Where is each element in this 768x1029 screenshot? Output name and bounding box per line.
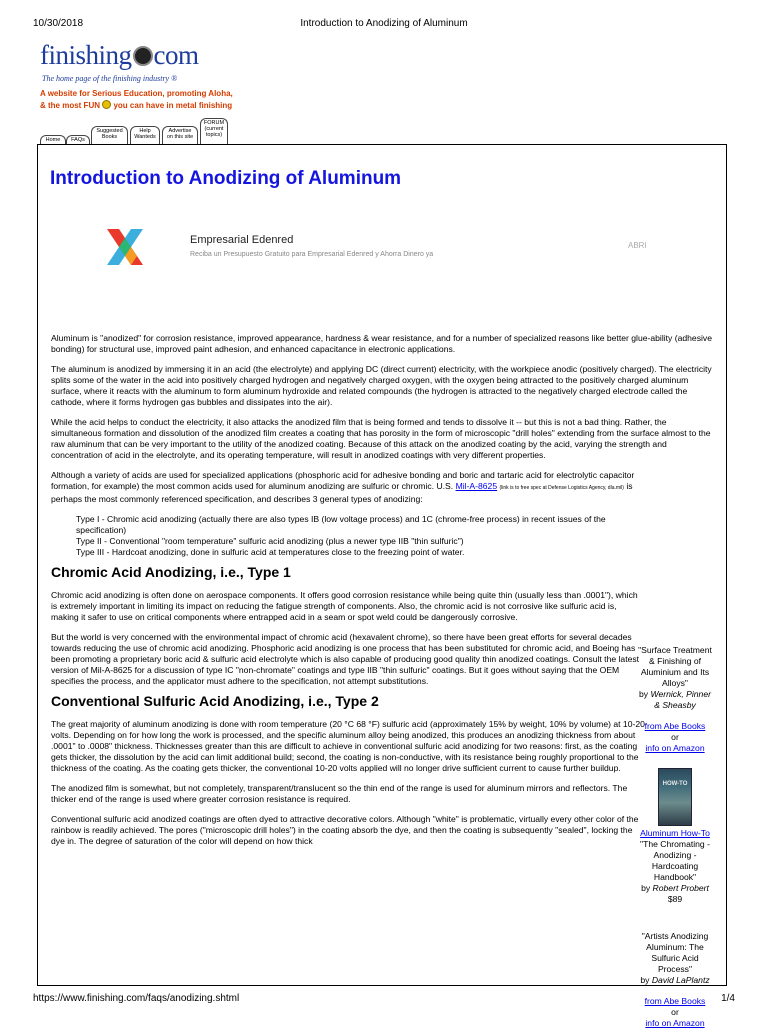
- tab-help-wanteds[interactable]: Help Wanteds: [130, 126, 160, 144]
- or-label: or: [671, 732, 679, 742]
- tab-advertise[interactable]: Advertise on this site: [162, 126, 198, 144]
- abe-books-link[interactable]: from Abe Books: [644, 996, 706, 1006]
- anodizing-types-list: [76, 514, 616, 558]
- paragraph: But the world is very concerned with the environmental impact of chromic acid (hexavalent chrome), so there have been great efforts for several decades towards reducing the use of chromic acid anodizing. Phosphoric acid anodizing is one process that has been substituted for chromic acid, and Boeing has been promoting a proprietary boric acid & sulfuric acid electrolyte which is also capable of producing good quality thin anodized coatings. Consult the latest version of Mil-A-8625 for a discussion of type IC "non-chromate" coatings and type IIB "thin sulfuric" coatings. But it goes without saying that the OEM specifies the process, and the applicator must adhere to the specification, not attempt substitutions.: [51, 632, 640, 686]
- aluminum-how-to-link[interactable]: Aluminum How-To: [640, 828, 710, 838]
- abe-books-link[interactable]: from Abe Books: [644, 721, 706, 731]
- paragraph: Chromic acid anodizing is often done on aerospace components. It offers good corrosion resistance while being quite thin (usually less than .0001"), which is extremely important in limiting its impact on reducing the fatigue strength of components. Also, the chromic acid is not corrosive like sulfuric acid is, making it safer to use on critical components where entrapped acid in a seam or spot weld could be dangerously corrosive.: [51, 590, 638, 622]
- section-heading-chromic: Chromic Acid Anodizing, i.e., Type 1: [51, 564, 291, 580]
- book-author-line: by Wernick, Pinner & Sheasby: [639, 689, 711, 710]
- ad-open-button[interactable]: ABRI: [628, 241, 647, 250]
- list-item: Type I - Chromic acid anodizing (actually there are also types IB (low voltage process) and 1C (chrome-free process) in recent issues of the specification): [76, 514, 606, 535]
- paragraph: The anodized film is somewhat, but not completely, transparent/translucent so the thin end of the range is used for aluminum mirrors and reflectors. The thicker end of the range is used where greater corrosion resistance is required.: [51, 783, 628, 804]
- article-body: [51, 333, 714, 856]
- tab-faqs[interactable]: FAQs: [66, 135, 90, 144]
- paragraph: The great majority of aluminum anodizing is done with room temperature (20 °C 68 °F) sulfuric acid (approximately 15% by weight, 10% by volume) at 10-20 volts. Depending on for how long the work is processed, and the specific aluminum alloy being anodized, this produces an anodizing thickness from about .0001" to .0008" thickness. Thicknesses greater than this are difficult to achieve in conventional sulfuric acid anodizing for two reasons: first, as the coating gets thicker, the dissolution by the acid can limit additional build; second, the coating is non-conductive, with its resistance being roughly proportional to the thickness of the coating. As the coating gets thicker, the conventional 10-20 volts applied will no longer drive sufficient current to cause further buildup.: [51, 719, 645, 773]
- site-promo: [40, 88, 340, 112]
- site-tagline: The home page of the finishing industry ®: [42, 74, 178, 83]
- print-title: Introduction to Anodizing of Aluminum: [300, 18, 468, 29]
- page-title: Introduction to Anodizing of Aluminum: [50, 168, 402, 189]
- amazon-link[interactable]: info on Amazon: [645, 743, 705, 753]
- amazon-link[interactable]: info on Amazon: [645, 1018, 705, 1028]
- print-date: 10/30/2018: [33, 18, 84, 29]
- site-logo[interactable]: [40, 40, 340, 70]
- book-title: "Surface Treatment & Finishing of Aluminium and Its Alloys": [638, 645, 712, 688]
- ad-title: Empresarial Edenred: [190, 234, 294, 246]
- mil-spec-link[interactable]: Mil-A-8625: [455, 481, 498, 491]
- or-label: or: [671, 1007, 679, 1017]
- paragraph: Aluminum is "anodized" for corrosion resistance, improved appearance, hardness & wear resistance, and for a number of specialized reasons like better glue-ability (adhesive bonding) for structural use, improved paint adhesion, and enhanced capacitance in electronic applications.: [51, 333, 712, 354]
- print-url: https://www.finishing.com/faqs/anodizing.shtml: [33, 993, 240, 1004]
- book-cover-image[interactable]: HOW-TO: [658, 768, 692, 826]
- book-author-line: by David LaPlantz: [640, 975, 710, 985]
- link-note: (link is to free spec at Defense Logistics Agency, dla.mil): [499, 485, 624, 491]
- book-author-line: by Robert Probert: [641, 883, 709, 893]
- tab-home[interactable]: Home: [40, 135, 66, 144]
- edenred-logo-icon: [105, 227, 145, 267]
- site-header: [40, 40, 340, 112]
- book-title: "The Chromating - Anodizing - Hardcoating Handbook": [640, 839, 710, 882]
- tab-forum[interactable]: FORUM (current topics): [200, 118, 228, 144]
- paragraph: Although a variety of acids are used for specialized applications (phosphoric acid for adhesive bonding and boric and tartaric acid for electrolytic capacitor formation, for example) the most common acids used for aluminum anodizing are sulfuric or chromic. U.S. Mil-A-8625 (link is to free spec at Defense Logistics Agency, dla.mil) is perhaps the most commonly referenced specification, and describes 3 general types of anodizing:: [51, 470, 635, 504]
- smiley-icon: [102, 100, 111, 109]
- ad-description: Reciba un Presupuesto Gratuito para Empresarial Edenred y Ahorra Dinero ya: [190, 251, 434, 258]
- print-header: [0, 18, 768, 32]
- logo-text-right: com: [153, 40, 199, 70]
- logo-text-left: finishing: [40, 40, 132, 70]
- section-heading-sulfuric: Conventional Sulfuric Acid Anodizing, i.e., Type 2: [51, 693, 379, 709]
- paragraph: The aluminum is anodized by immersing it in an acid (the electrolyte) and applying DC (direct current) electricity, with the workpiece anodic (positively charged). The electricity splits some of the water in the acid into positively charged hydrogen and negatively charged oxygen, with the oxygen being attracted to the positively charged aluminum surface, where it reacts with the aluminum to form aluminum hydroxide and related compounds (the hydrogen is attracted to the negatively charged electrode called the cathode, where it forms hydrogen gas bubbles and dissipates into the air).: [51, 364, 712, 407]
- promo-line-1: A website for Serious Education, promoting Aloha,: [40, 89, 233, 98]
- promo-line-2: & the most FUN you can have in metal finishing: [40, 101, 233, 110]
- cd-disc-icon: [133, 46, 153, 66]
- tab-suggested-books[interactable]: Suggested Books: [91, 126, 128, 144]
- print-page-number: 1/4: [721, 993, 735, 1004]
- paragraph: Conventional sulfuric acid anodized coatings are often dyed to attractive decorative colors. Although "white" is problematic, virtually every other color of the rainbow is readily achieved. The pores ("microscopic drill holes") in the coating absorb the dye, and then the coating is subsequently "sealed", locking the dye in. The degree of saturation of the color will depend on how thick: [51, 814, 639, 846]
- book-price: $89: [667, 894, 683, 904]
- book-title: "Artists Anodizing Aluminum: The Sulfuric Acid Process": [641, 931, 709, 974]
- ad-banner[interactable]: [38, 223, 726, 283]
- list-item: Type III - Hardcoat anodizing, done in sulfuric acid at temperatures close to the freezing point of water.: [76, 547, 465, 557]
- paragraph: While the acid helps to conduct the electricity, it also attacks the anodized film that is being formed and tends to dissolve it -- but this is not a bad thing. Rather, the simultaneous formation and dissolution of the anodized film creates a coating that has porosity in the form of microscopic "drill holes" extending from the surface almost to the raw aluminum that can be very important to the utility of the anodized coating. Because of this attack on the anodized coating by the acid, varying the strength and concentration of acid in the electrolyte, and its operating temperature, will result in anodized coatings with very different properties.: [51, 417, 711, 460]
- list-item: Type II - Conventional "room temperature" sulfuric acid anodizing (plus a newer type IIB "thin sulfuric"): [76, 536, 464, 546]
- book-sidebar: [635, 645, 715, 1029]
